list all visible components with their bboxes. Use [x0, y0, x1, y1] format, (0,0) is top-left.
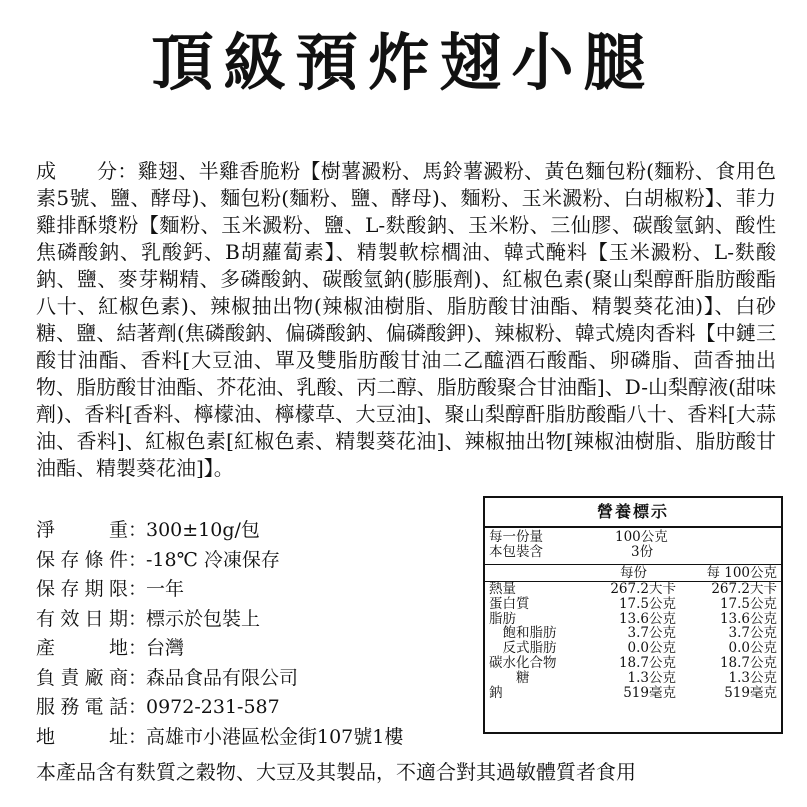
nutrition-table — [483, 496, 783, 734]
nutrition-row — [485, 597, 781, 612]
info-row-shelf-life: 保存期限：一年 — [36, 578, 185, 600]
info-row-manufacturer: 負責廠商：森品食品有限公司 — [36, 666, 299, 689]
serving-size-row: 每一份量 100公克 — [489, 529, 668, 545]
info-row-address: 地址：高雄市小港區松金街107號1樓 — [36, 725, 404, 748]
nutrient-per-100g: 13.6公克 — [719, 610, 777, 627]
nutrient-per-serving: 17.5公克 — [618, 595, 676, 612]
nutrient-per-serving: 18.7公克 — [618, 654, 676, 671]
nutrition-column-headers: 每份 每 100公克 — [620, 565, 777, 581]
nutrient-name: 反式脂肪 — [489, 640, 557, 657]
ingredients-block — [36, 158, 776, 482]
info-row-origin: 產地：台灣 — [36, 637, 185, 659]
ingredients-label: 成 分： — [36, 159, 138, 183]
nutrient-per-100g: 0.0公克 — [728, 640, 777, 657]
nutrition-row — [485, 686, 781, 701]
nutrition-row — [485, 641, 781, 656]
nutrient-name: 碳水化合物 — [489, 654, 557, 671]
nutrition-row — [485, 671, 781, 686]
nutrient-name: 熱量 — [489, 581, 516, 597]
nutrition-row — [485, 656, 781, 671]
nutrient-per-serving: 0.0公克 — [627, 640, 676, 657]
allergen-warning: 本產品含有麩質之穀物、大豆及其製品，不適合對其過敏體質者食用 — [36, 760, 636, 784]
nutrient-per-serving: 1.3公克 — [627, 669, 676, 686]
nutrient-per-100g: 267.2大卡 — [711, 581, 777, 597]
nutrition-rows — [485, 582, 781, 700]
nutrient-name: 鈉 — [489, 684, 503, 701]
nutrient-per-serving: 13.6公克 — [618, 610, 676, 627]
nutrient-per-100g: 1.3公克 — [728, 669, 777, 686]
nutrition-row — [485, 582, 781, 597]
nutrient-per-serving: 267.2大卡 — [610, 581, 676, 597]
info-row-net-weight: 淨重：300±10g/包 — [36, 519, 260, 541]
nutrient-per-100g: 3.7公克 — [728, 625, 777, 642]
nutrition-row — [485, 626, 781, 641]
nutrient-per-serving: 3.7公克 — [627, 625, 676, 642]
servings-row: 本包裝含 3份 — [489, 544, 654, 560]
nutrient-per-100g: 17.5公克 — [719, 595, 777, 612]
nutrient-per-100g: 18.7公克 — [719, 654, 777, 671]
info-row-phone: 服務電話：0972-231-587 — [36, 696, 280, 718]
nutrient-name: 蛋白質 — [489, 595, 530, 612]
ingredients-text: 雞翅、半雞香脆粉【樹薯澱粉、馬鈴薯澱粉、黃色麵包粉(麵粉、食用色素5號、鹽、酵母)、麵包粉(麵粉、鹽、酵母)、麵粉、玉米澱粉、白胡椒粉】、菲力雞排酥漿粉【麵粉、玉米澱粉、鹽、L-麩酸鈉、玉米粉、三仙膠、碳酸氫鈉、酸性焦磷酸鈉、乳酸鈣、B胡蘿蔔素】、精製軟棕櫚油、韓式醃料【玉米澱粉、L-麩酸鈉、鹽、麥芽糊精、多磷酸鈉、碳酸氫鈉(膨脹劑)、紅椒色素(聚山梨醇酐脂肪酸酯八十、紅椒色素)、辣椒抽出物(辣椒油樹脂、脂肪酸甘油酯、精製葵花油)】、白砂糖、鹽、結著劑(焦磷酸鈉、偏磷酸鈉、偏磷酸鉀)、辣椒粉、韓式燒肉香料【中鏈三酸甘油酯、香料[大豆油、單及雙脂肪酸甘油二乙醯酒石酸酯、卵磷脂、茴香抽出物、脂肪酸甘油酯、芥花油、乳酸、丙二醇、脂肪酸聚合甘油酯]、D-山梨醇液(甜味劑)、香料[香料、檸檬油、檸檬草、大豆油]、聚山梨醇酐脂肪酸酯八十、香料[大蒜油、香料]、紅椒色素[紅椒色素、精製葵花油]、辣椒抽出物[辣椒油樹脂、脂肪酸甘油酯、精製葵花油]】。 — [36, 159, 777, 480]
info-row-expiry: 有效日期：標示於包裝上 — [36, 607, 261, 630]
product-info — [36, 516, 476, 752]
nutrient-per-serving: 519毫克 — [623, 684, 676, 701]
product-title: 頂級預炸翅小腿 — [151, 26, 656, 99]
nutrient-name: 脂肪 — [489, 610, 516, 627]
nutrient-name: 飽和脂肪 — [489, 625, 557, 642]
nutrient-per-100g: 519毫克 — [724, 684, 777, 701]
nutrient-name: 糖 — [489, 669, 530, 686]
nutrition-title: 營養標示 — [485, 498, 781, 528]
info-row-storage: 保存條件：-18℃ 冷凍保存 — [36, 548, 280, 571]
